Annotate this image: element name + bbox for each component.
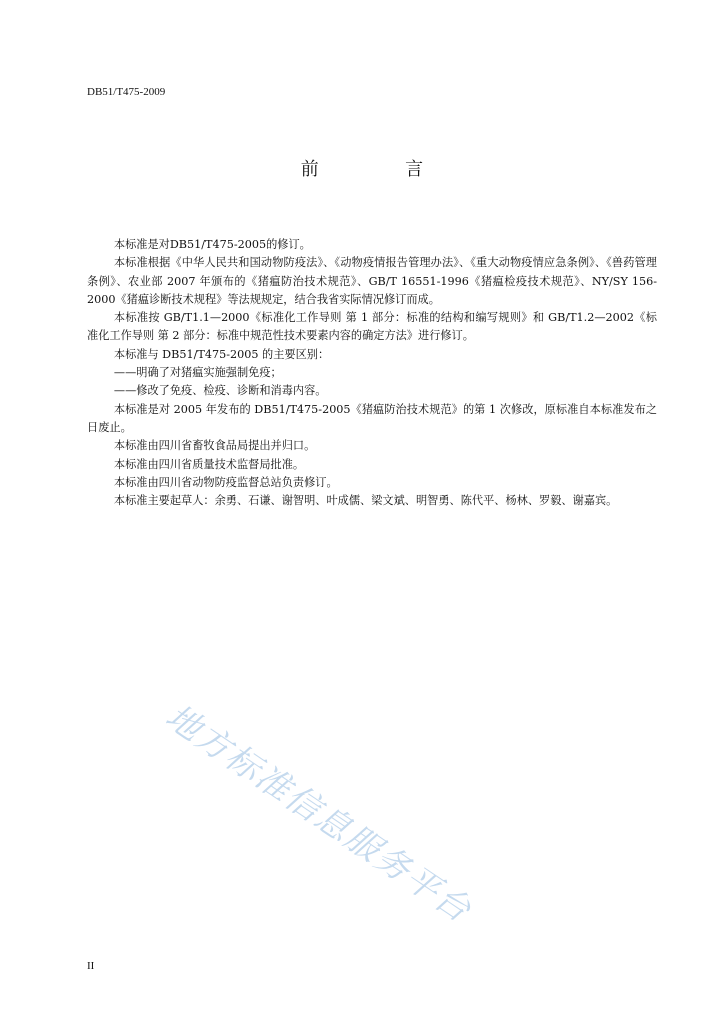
paragraph: 本标准根据《中华人民共和国动物防疫法》、《动物疫情报告管理办法》、《重大动物疫情应急条例》、《兽药管理条例》、农业部 2007 年颁布的《猪瘟防治技术规范》、GB/T 16551-1996《猪瘟检疫技术规范》、NY/SY 156-2000《猪瘟诊断技术规程》等法规规定，结合我省实际情况修订而成。 — [87, 256, 657, 306]
standard-code: DB51/T475-2009 — [87, 86, 166, 98]
list-item: ——明确了对猪瘟实施强制免疫； — [113, 366, 282, 380]
page-number: II — [87, 960, 95, 972]
paragraph: 本标准主要起草人：余勇、石谦、谢智明、叶成儒、梁文斌、明智勇、陈代平、杨林、罗毅、谢嘉宾。 — [113, 494, 618, 508]
paragraph: 本标准由四川省动物防疫监督总站负责修订。 — [113, 475, 338, 489]
paragraph: 本标准按 GB/T1.1—2000《标准化工作导则 第 1 部分：标准的结构和编写规则》和 GB/T1.2—2002《标准化工作导则 第 2 部分：标准中规范性技术要素内容的确定方法》进行修订。 — [87, 311, 657, 343]
paragraph: 本标准是对 2005 年发布的 DB51/T475-2005《猪瘟防治技术规范》的第 1 次修改，原标准自本标准发布之日废止。 — [87, 402, 657, 434]
paragraph: 本标准由四川省质量技术监督局批准。 — [113, 457, 305, 471]
watermark: 地方标准信息服务平台 — [158, 696, 479, 932]
paragraph: 本标准与 DB51/T475-2005 的主要区别： — [113, 347, 330, 361]
page-title: 前 言 — [300, 159, 458, 180]
paragraph: 本标准由四川省畜牧食品局提出并归口。 — [113, 439, 316, 453]
list-item: ——修改了免疫、检疫、诊断和消毒内容。 — [113, 384, 327, 398]
foreword-body — [87, 236, 657, 510]
paragraph: 本标准是对DB51/T475-2005的修订。 — [113, 238, 311, 251]
